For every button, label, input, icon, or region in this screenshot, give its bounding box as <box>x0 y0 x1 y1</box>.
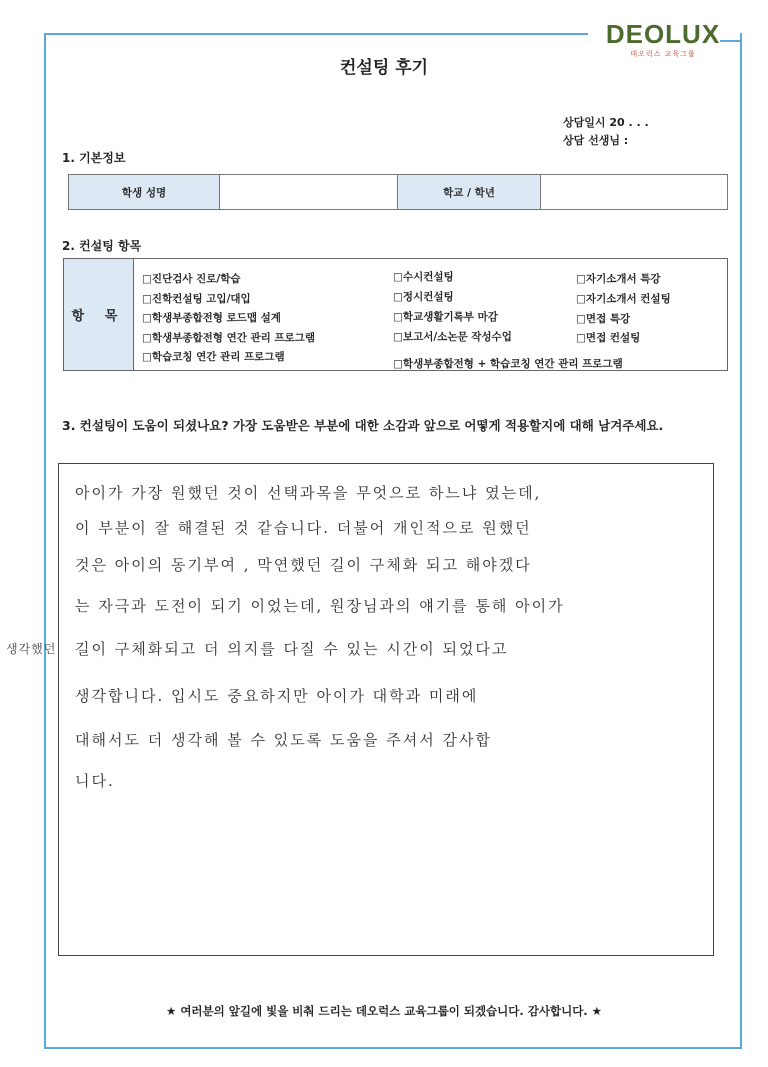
handwritten-line: 길이 구체화되고 더 의지를 다질 수 있는 시간이 되었다고 <box>75 640 509 658</box>
footer-message: ★ 여러분의 앞길에 빛을 비춰 드리는 데오럭스 교육그룹이 되겠습니다. 감사합니다. ★ <box>166 1004 602 1018</box>
logo-text: DEOLUX <box>605 19 721 49</box>
handwritten-line: 니다. <box>75 772 115 790</box>
review-answer-box[interactable] <box>58 463 714 956</box>
page-title: 컨설팅 후기 <box>339 58 429 78</box>
handwritten-line: 대해서도 더 생각해 볼 수 있도록 도움을 주셔서 감사합 <box>75 731 492 749</box>
item-checkbox[interactable]: □면접 특강 <box>576 313 631 325</box>
consult-teacher-label: 상담 선생님 : <box>563 134 629 147</box>
item-checkbox[interactable]: □자기소개서 컨설팅 <box>576 293 671 305</box>
school-grade-label: 학교 / 학년 <box>398 175 541 210</box>
item-checkbox[interactable]: □학교생활기록부 마감 <box>393 311 498 323</box>
logo-subtitle: 데오럭스 교육그룹 <box>630 50 696 58</box>
item-checkbox[interactable]: □학습코칭 연간 관리 프로그램 <box>142 351 285 363</box>
item-checkbox[interactable]: □진단검사 진로/학습 <box>142 273 241 285</box>
handwritten-line: 는 자극과 도전이 되기 이었는데, 원장님과의 얘기를 통해 아이가 <box>75 597 565 615</box>
item-checkbox[interactable]: □진학컨설팅 고입/대입 <box>142 293 251 305</box>
section-review-question: 3. 컨설팅이 도움이 되셨나요? 가장 도움받은 부분에 대한 소감과 앞으로 어떻게 적용할지에 대해 남겨주세요. <box>62 418 664 433</box>
item-checkbox[interactable]: □수시컨설팅 <box>393 271 454 283</box>
student-name-field[interactable] <box>220 175 398 210</box>
item-checkbox[interactable]: □학생부종합전형 로드맵 설계 <box>142 312 281 324</box>
item-checkbox[interactable]: □자기소개서 특강 <box>576 273 661 285</box>
basic-info-table <box>68 174 728 210</box>
handwritten-line: 이 부분이 잘 해결된 것 같습니다. 더불어 개인적으로 원했던 <box>75 519 532 537</box>
consult-date-label: 상담일시 20 . . . <box>563 116 649 129</box>
handwritten-margin-note: 생각했던 <box>6 642 57 656</box>
section-basic-info-heading: 1. 기본정보 <box>62 151 126 165</box>
item-checkbox[interactable]: □보고서/소논문 작성수업 <box>393 331 512 343</box>
consulting-items-box <box>63 258 728 371</box>
student-name-label: 학생 성명 <box>69 175 220 210</box>
section-items-heading: 2. 컨설팅 항목 <box>62 239 142 253</box>
item-checkbox[interactable]: □학생부종합전형 + 학습코칭 연간 관리 프로그램 <box>393 358 623 370</box>
item-checkbox[interactable]: □정시컨설팅 <box>393 291 454 303</box>
handwritten-line: 아이가 가장 원했던 것이 선택과목을 무엇으로 하느냐 였는데, <box>75 484 542 502</box>
handwritten-line: 것은 아이의 동기부여 , 막연했던 길이 구체화 되고 해야겠다 <box>75 556 532 574</box>
item-checkbox[interactable]: □면접 컨설팅 <box>576 332 641 344</box>
school-grade-field[interactable] <box>541 175 728 210</box>
items-row-header: 항 목 <box>64 259 134 370</box>
handwritten-line: 생각합니다. 입시도 중요하지만 아이가 대학과 미래에 <box>75 687 479 705</box>
item-checkbox[interactable]: □학생부종합전형 연간 관리 프로그램 <box>142 332 316 344</box>
